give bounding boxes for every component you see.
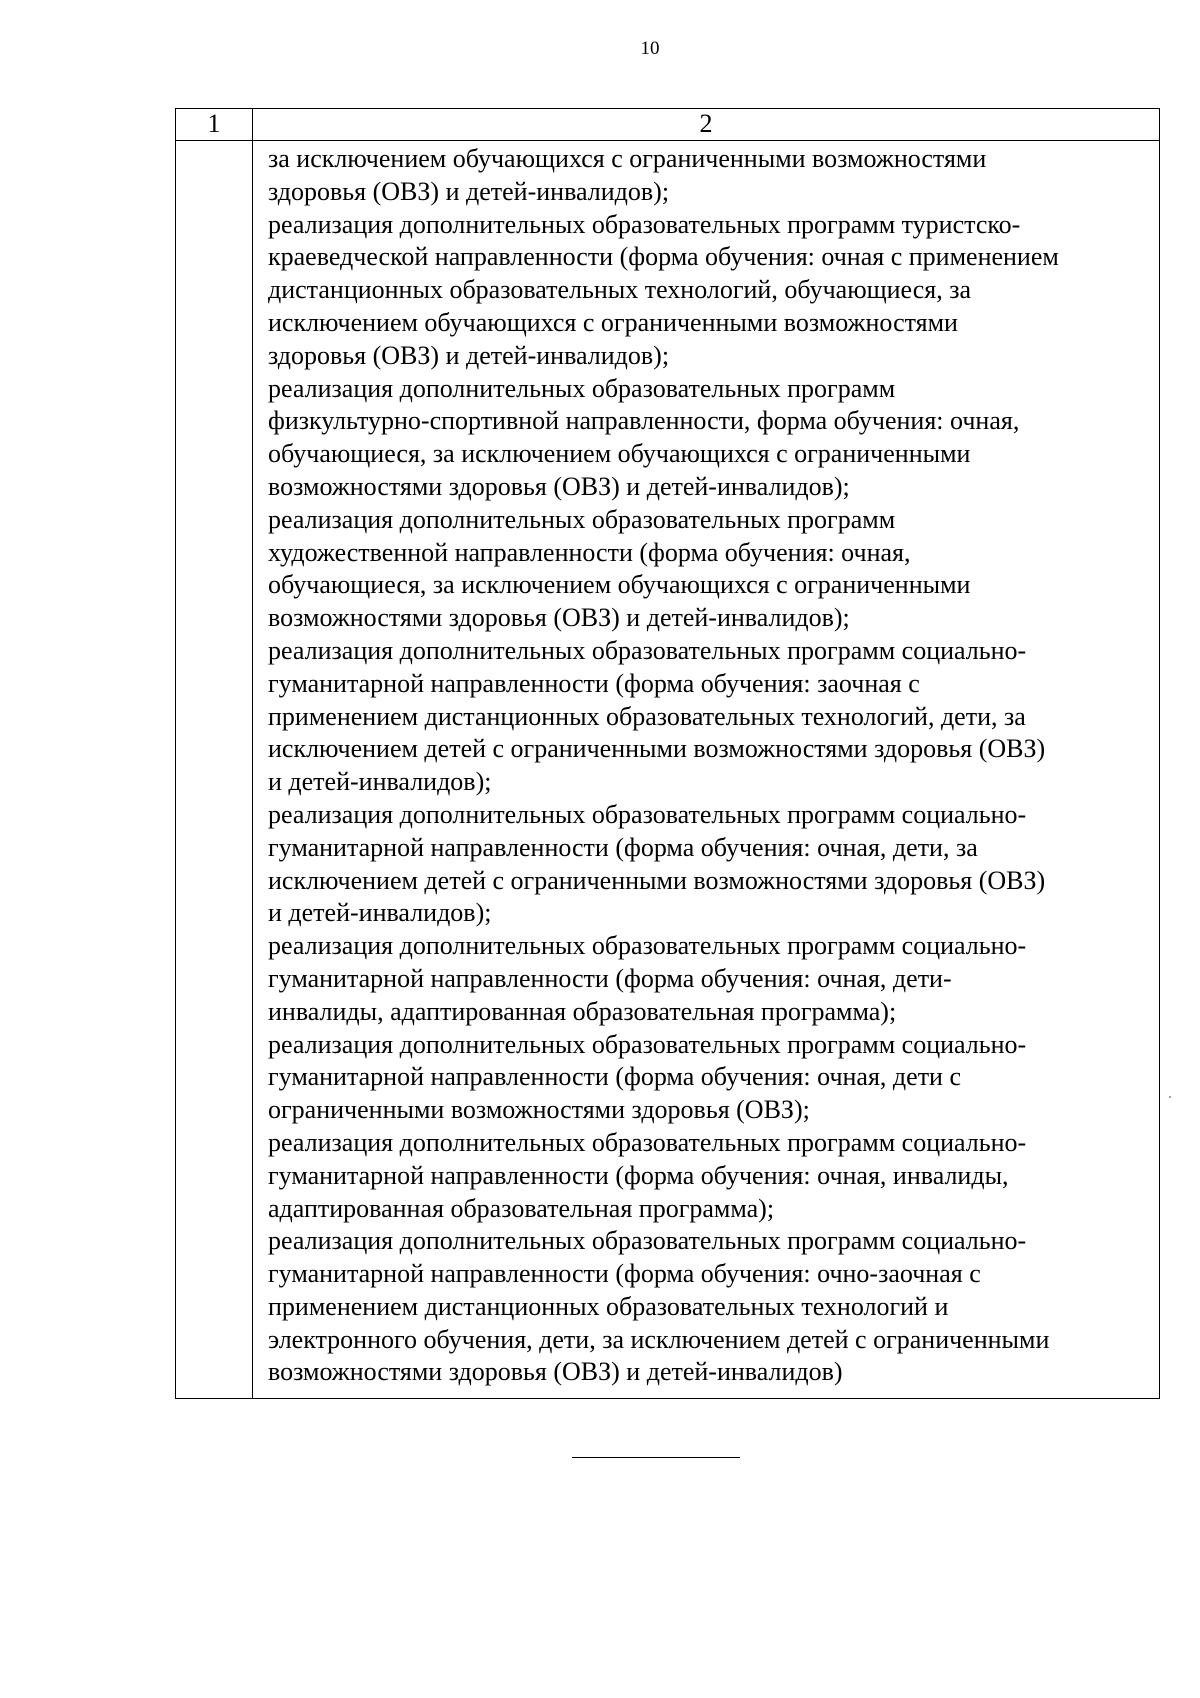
table-header-row bbox=[176, 109, 1159, 141]
content-line: реализация дополнительных образовательных программ социально- bbox=[268, 1029, 1027, 1059]
header-cell-column-1: 1 bbox=[207, 109, 221, 138]
content-line: ограниченными возможностями здоровья (ОВЗ); bbox=[268, 1095, 810, 1125]
content-line: возможностями здоровья (ОВЗ) и детей-инвалидов); bbox=[268, 471, 850, 501]
content-line: электронного обучения, дети, за исключением детей с ограниченными bbox=[268, 1324, 1050, 1354]
content-line: гуманитарной направленности (форма обучения: очная, дети, за bbox=[268, 832, 978, 862]
content-line: и детей-инвалидов); bbox=[268, 767, 492, 797]
content-line: инвалиды, адаптированная образовательная программа); bbox=[268, 996, 897, 1026]
content-line: реализация дополнительных образовательных программ социально- bbox=[268, 931, 1027, 961]
content-line: дистанционных образовательных технологий, обучающиеся, за bbox=[268, 275, 972, 305]
content-line: применением дистанционных образовательных технологий, дети, за bbox=[268, 701, 1026, 731]
header-cell-column-2: 2 bbox=[699, 109, 713, 138]
content-line: здоровья (ОВЗ) и детей-инвалидов); bbox=[268, 176, 670, 206]
content-line: гуманитарной направленности (форма обучения: очная, инвалиды, bbox=[268, 1160, 1009, 1190]
content-line: здоровья (ОВЗ) и детей-инвалидов); bbox=[268, 340, 670, 370]
content-line: художественной направленности (форма обучения: очная, bbox=[268, 537, 911, 567]
table-content-cell bbox=[268, 143, 1155, 1389]
content-line: реализация дополнительных образовательных программ туристско- bbox=[268, 209, 1021, 239]
content-line: гуманитарной направленности (форма обучения: очная, дети с bbox=[268, 1062, 962, 1092]
footer-separator-line bbox=[572, 1457, 740, 1458]
scan-artifact-dot bbox=[1169, 1096, 1171, 1098]
content-line: за исключением обучающихся с ограниченными возможностями bbox=[268, 144, 987, 173]
page-number: 10 bbox=[640, 38, 660, 59]
content-line: обучающиеся, за исключением обучающихся с ограниченными bbox=[268, 439, 971, 469]
content-line: реализация дополнительных образовательных программ социально- bbox=[268, 799, 1027, 829]
content-line: исключением детей с ограниченными возможностями здоровья (ОВЗ) bbox=[268, 865, 1046, 895]
content-line: краеведческой направленности (форма обучения: очная с применением bbox=[268, 242, 1059, 272]
content-line: и детей-инвалидов); bbox=[268, 898, 492, 928]
content-line: гуманитарной направленности (форма обучения: очная, дети- bbox=[268, 963, 952, 993]
content-line: физкультурно-спортивной направленности, форма обучения: очная, bbox=[268, 406, 1020, 436]
document-table bbox=[175, 108, 1160, 1399]
content-line: реализация дополнительных образовательных программ социально- bbox=[268, 1226, 1027, 1256]
column-divider bbox=[252, 109, 253, 1398]
content-line: обучающиеся, за исключением обучающихся с ограниченными bbox=[268, 570, 971, 600]
content-line: исключением обучающихся с ограниченными возможностями bbox=[268, 307, 958, 337]
content-line: реализация дополнительных образовательных программ социально- bbox=[268, 1127, 1027, 1157]
content-line: исключением детей с ограниченными возможностями здоровья (ОВЗ) bbox=[268, 734, 1046, 764]
content-line: гуманитарной направленности (форма обучения: очно-заочная с bbox=[268, 1259, 981, 1289]
content-line: адаптированная образовательная программа); bbox=[268, 1193, 775, 1223]
content-line: возможностями здоровья (ОВЗ) и детей-инвалидов); bbox=[268, 603, 850, 633]
content-line: реализация дополнительных образовательных программ социально- bbox=[268, 635, 1027, 665]
content-line: применением дистанционных образовательных технологий и bbox=[268, 1291, 949, 1321]
content-line: реализация дополнительных образовательных программ bbox=[268, 504, 896, 534]
content-line: реализация дополнительных образовательных программ bbox=[268, 373, 896, 403]
content-line: возможностями здоровья (ОВЗ) и детей-инвалидов) bbox=[268, 1357, 843, 1387]
content-line: гуманитарной направленности (форма обучения: заочная с bbox=[268, 668, 920, 698]
